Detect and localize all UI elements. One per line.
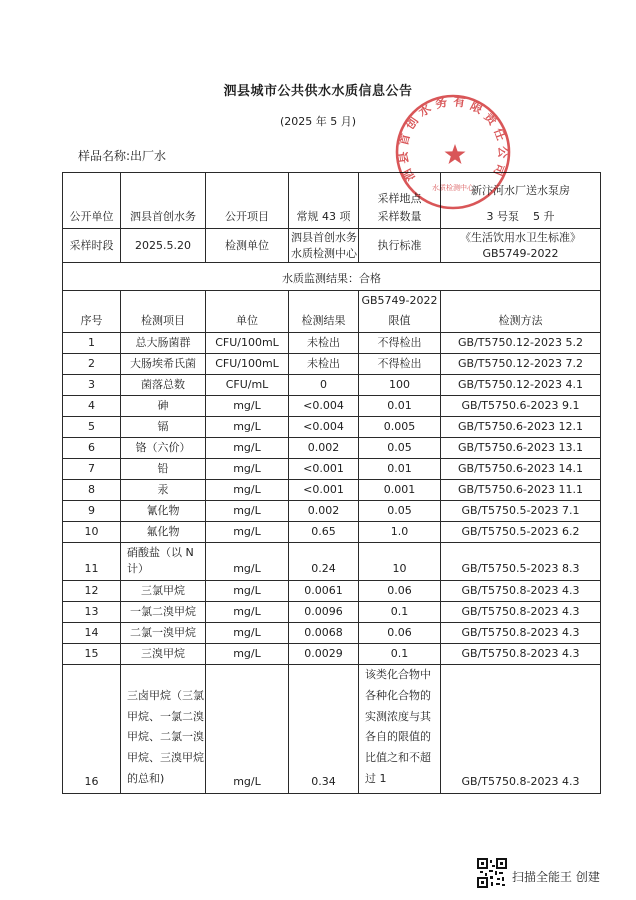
cell-no: 8	[63, 480, 121, 501]
standard-label: 执行标准	[359, 229, 441, 263]
cell-limit-line: 该类化合物中	[365, 668, 431, 681]
table-row	[63, 375, 601, 396]
cell-limit: 0.01	[359, 459, 441, 480]
cell-item: 二氯一溴甲烷	[121, 623, 206, 644]
table-row	[63, 354, 601, 375]
cell-limit: 0.01	[359, 396, 441, 417]
cell-result: 0.34	[289, 665, 359, 794]
cell-result: <0.004	[289, 417, 359, 438]
cell-item-line: 甲烷、三溴甲烷	[127, 751, 204, 765]
cell-item: 铬（六价）	[121, 438, 206, 459]
cell-method: GB/T5750.5-2023 8.3	[441, 543, 601, 581]
cell-item: 一氯二溴甲烷	[121, 602, 206, 623]
cell-method: GB/T5750.6-2023 9.1	[441, 396, 601, 417]
cell-no: 3	[63, 375, 121, 396]
cell-limit-line: 各自的限值的	[365, 730, 431, 744]
cell-unit: mg/L	[206, 581, 289, 602]
result-summary: 水质监测结果：合格	[63, 263, 601, 291]
cell-limit: 不得检出	[359, 333, 441, 354]
result-summary-row	[63, 263, 601, 291]
official-seal	[393, 92, 513, 212]
sampling-site-label: 采样地点	[377, 192, 422, 205]
cell-limit	[359, 665, 441, 794]
cell-unit: CFU/100mL	[206, 333, 289, 354]
table-row	[63, 581, 601, 602]
cell-item-line: 计）	[127, 562, 149, 575]
cell-unit: mg/L	[206, 623, 289, 644]
cell-unit: mg/L	[206, 459, 289, 480]
cell-item: 三氯甲烷	[121, 581, 206, 602]
cell-limit: 100	[359, 375, 441, 396]
cell-unit: mg/L	[206, 665, 289, 794]
cell-no: 13	[63, 602, 121, 623]
cell-item	[121, 543, 206, 581]
cell-item-line: 三卤甲烷（三氯	[127, 688, 204, 702]
cell-item: 汞	[121, 480, 206, 501]
cell-no: 10	[63, 522, 121, 543]
cell-result: 0.002	[289, 501, 359, 522]
table-row	[63, 459, 601, 480]
sampling-qty-label: 采样数量	[377, 210, 422, 223]
cell-method: GB/T5750.8-2023 4.3	[441, 581, 601, 602]
cell-unit: mg/L	[206, 543, 289, 581]
test-unit-line: 水质检测中心	[291, 246, 357, 260]
cell-item-line: 硝酸盐（以 N	[127, 546, 194, 559]
cell-item: 大肠埃希氏菌	[121, 354, 206, 375]
cell-limit: 0.1	[359, 602, 441, 623]
cell-item-line: 甲烷、二氯一溴	[127, 730, 204, 744]
qr-code-icon	[477, 858, 507, 888]
cell-no: 5	[63, 417, 121, 438]
cell-item: 镉	[121, 417, 206, 438]
cell-unit: CFU/100mL	[206, 354, 289, 375]
cell-no: 16	[63, 665, 121, 794]
cell-result: 0.002	[289, 438, 359, 459]
cell-method: GB/T5750.12-2023 4.1	[441, 375, 601, 396]
cell-method: GB/T5750.8-2023 4.3	[441, 623, 601, 644]
cell-limit: 10	[359, 543, 441, 581]
page-title: 泗县城市公共供水水质信息公告	[223, 84, 413, 99]
cell-result: 0.0061	[289, 581, 359, 602]
standard-line: GB5749-2022	[482, 246, 559, 260]
cell-no: 6	[63, 438, 121, 459]
table-row	[63, 480, 601, 501]
cell-limit: 0.05	[359, 501, 441, 522]
cell-unit: mg/L	[206, 438, 289, 459]
report-period: (2025 年 5 月)	[279, 115, 357, 128]
table-row	[63, 543, 601, 581]
cell-no: 9	[63, 501, 121, 522]
cell-result: 0.24	[289, 543, 359, 581]
cell-method: GB/T5750.5-2023 7.1	[441, 501, 601, 522]
cell-item: 砷	[121, 396, 206, 417]
scanner-watermark: 扫描全能王 创建	[512, 870, 600, 884]
cell-unit: mg/L	[206, 396, 289, 417]
cell-limit: 不得检出	[359, 354, 441, 375]
cell-item-line: 甲烷、一氯二溴	[127, 709, 204, 723]
header-item: 检测项目	[121, 291, 206, 333]
cell-no: 7	[63, 459, 121, 480]
table-row	[63, 522, 601, 543]
publish-unit: 泗县首创水务	[121, 173, 206, 229]
table-row	[63, 396, 601, 417]
cell-limit-line: 实测浓度与其	[365, 709, 431, 723]
cell-result: 未检出	[289, 333, 359, 354]
table-row	[63, 333, 601, 354]
cell-limit: 0.05	[359, 438, 441, 459]
cell-no: 14	[63, 623, 121, 644]
cell-result: 0.0068	[289, 623, 359, 644]
standard	[441, 229, 601, 263]
sampling-time-label: 采样时段	[63, 229, 121, 263]
header-limit-line: GB5749-2022	[361, 294, 438, 307]
test-unit-label: 检测单位	[206, 229, 289, 263]
cell-limit: 0.06	[359, 623, 441, 644]
cell-item: 总大肠菌群	[121, 333, 206, 354]
cell-limit: 0.1	[359, 644, 441, 665]
sampling-site: 新汴河水厂送水泵房	[471, 184, 570, 197]
table-header	[63, 291, 601, 333]
table-row	[63, 417, 601, 438]
cell-result: 0.0029	[289, 644, 359, 665]
test-unit-line: 泗县首创水务	[291, 230, 357, 244]
cell-no: 12	[63, 581, 121, 602]
cell-result: <0.001	[289, 480, 359, 501]
cell-unit: mg/L	[206, 644, 289, 665]
seal-inner-text: 水质检测中心	[432, 184, 474, 192]
table-row	[63, 602, 601, 623]
cell-item-line: 的总和)	[127, 771, 165, 785]
cell-method: GB/T5750.6-2023 12.1	[441, 417, 601, 438]
publish-unit-label: 公开单位	[63, 173, 121, 229]
cell-method: GB/T5750.6-2023 11.1	[441, 480, 601, 501]
header-no: 序号	[63, 291, 121, 333]
cell-limit-line: 比值之和不超	[365, 751, 431, 765]
cell-unit: mg/L	[206, 501, 289, 522]
header-result: 检测结果	[289, 291, 359, 333]
cell-result: 0	[289, 375, 359, 396]
cell-method: GB/T5750.12-2023 7.2	[441, 354, 601, 375]
cell-item: 菌落总数	[121, 375, 206, 396]
cell-limit-line: 各种化合物的	[365, 688, 431, 702]
header-unit: 单位	[206, 291, 289, 333]
cell-no: 1	[63, 333, 121, 354]
table-row	[63, 665, 601, 794]
sampling-qty: 3 号泵 5 升	[486, 210, 555, 223]
cell-no: 11	[63, 543, 121, 581]
cell-item: 铅	[121, 459, 206, 480]
cell-unit: mg/L	[206, 602, 289, 623]
cell-limit: 0.06	[359, 581, 441, 602]
sample-name: 样品名称:出厂水	[78, 149, 167, 163]
test-unit	[289, 229, 359, 263]
cell-limit: 0.005	[359, 417, 441, 438]
cell-unit: mg/L	[206, 480, 289, 501]
table-row	[63, 438, 601, 459]
cell-method: GB/T5750.6-2023 14.1	[441, 459, 601, 480]
cell-result: 未检出	[289, 354, 359, 375]
seal-outer-text: 泗县首创水务有限责任公司	[395, 94, 511, 184]
cell-item	[121, 665, 206, 794]
water-quality-table	[62, 172, 601, 794]
standard-line: 《生活饮用水卫生标准》	[460, 230, 581, 244]
cell-item: 三溴甲烷	[121, 644, 206, 665]
info-row-sampling	[63, 229, 601, 263]
cell-method: GB/T5750.8-2023 4.3	[441, 602, 601, 623]
cell-result: <0.001	[289, 459, 359, 480]
cell-method: GB/T5750.12-2023 5.2	[441, 333, 601, 354]
cell-limit: 1.0	[359, 522, 441, 543]
cell-result: 0.0096	[289, 602, 359, 623]
info-row-publish	[63, 173, 601, 229]
sampling-time: 2025.5.20	[121, 229, 206, 263]
table-row	[63, 501, 601, 522]
cell-result: 0.65	[289, 522, 359, 543]
cell-unit: mg/L	[206, 522, 289, 543]
publish-item-label: 公开项目	[206, 173, 289, 229]
cell-result: <0.004	[289, 396, 359, 417]
cell-no: 4	[63, 396, 121, 417]
cell-limit-line: 过 1	[365, 771, 387, 785]
cell-unit: CFU/mL	[206, 375, 289, 396]
cell-limit: 0.001	[359, 480, 441, 501]
header-limit	[359, 291, 441, 333]
table-row	[63, 644, 601, 665]
cell-unit: mg/L	[206, 417, 289, 438]
cell-method: GB/T5750.8-2023 4.3	[441, 665, 601, 794]
publish-item: 常规 43 项	[289, 173, 359, 229]
header-limit-line: 限值	[388, 314, 411, 327]
table-row	[63, 623, 601, 644]
cell-method: GB/T5750.5-2023 6.2	[441, 522, 601, 543]
star-icon	[445, 144, 466, 164]
cell-item: 氰化物	[121, 501, 206, 522]
cell-no: 15	[63, 644, 121, 665]
header-method: 检测方法	[441, 291, 601, 333]
cell-item: 氟化物	[121, 522, 206, 543]
cell-method: GB/T5750.6-2023 13.1	[441, 438, 601, 459]
cell-no: 2	[63, 354, 121, 375]
cell-method: GB/T5750.8-2023 4.3	[441, 644, 601, 665]
